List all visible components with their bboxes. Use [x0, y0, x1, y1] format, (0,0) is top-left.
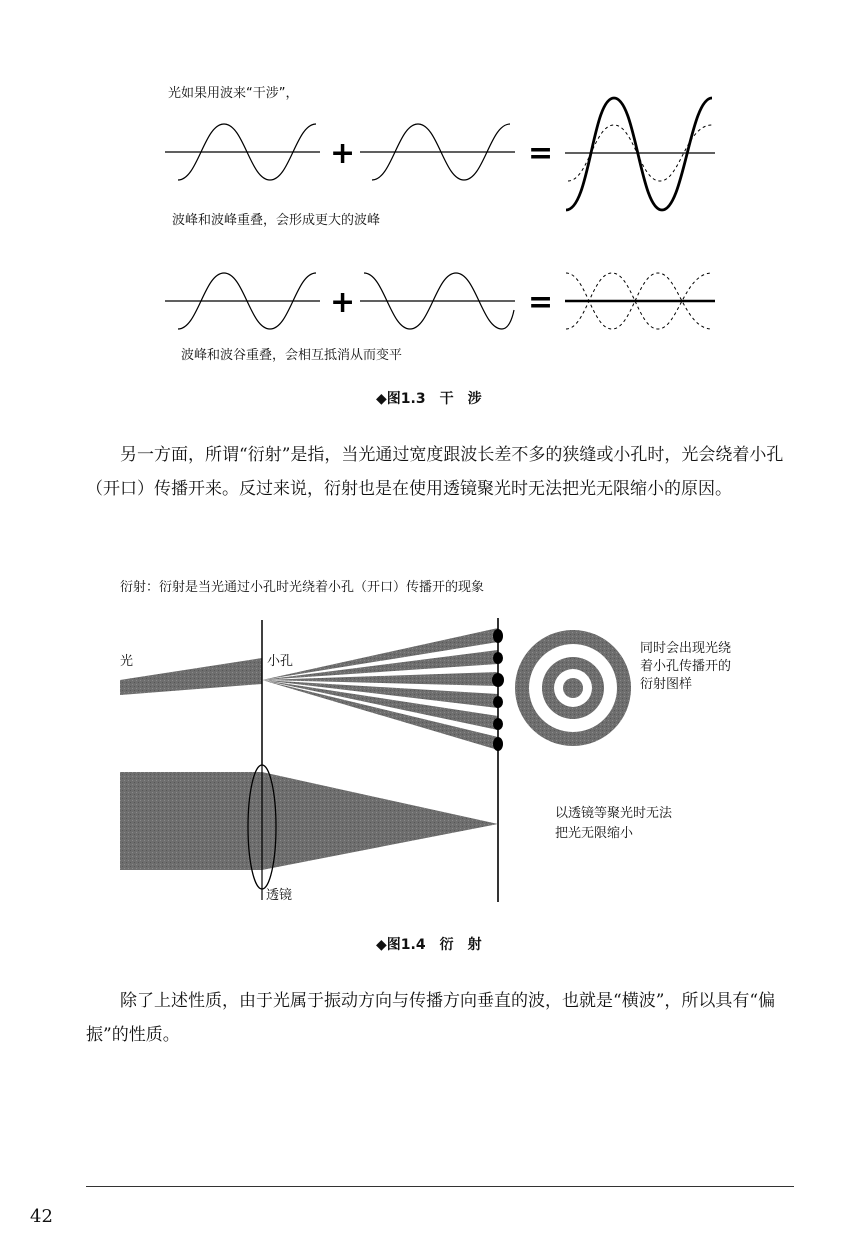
row1-wave-a: [165, 124, 320, 180]
caption-number: 图1.3: [386, 391, 426, 407]
row2-wave-a: [165, 273, 320, 329]
diffraction-ring-pattern: [515, 630, 631, 746]
lens-label: 透镜: [266, 888, 293, 903]
row2-wave-b: [360, 273, 515, 329]
caption-title-b: 射: [467, 937, 482, 953]
lens-limit-note-line: 把光无限缩小: [555, 826, 634, 841]
paragraph-text: 除了上述性质，由于光属于振动方向与传播方向垂直的波，也就是“横波”，所以具有“偏振”的性质。: [86, 991, 776, 1045]
row2-sum-wave: [565, 273, 715, 329]
lens-limit-note: [555, 804, 672, 844]
row2-plus-sign: +: [330, 285, 356, 320]
row1-plus-sign: +: [330, 136, 356, 171]
footer-rule: [86, 1186, 794, 1187]
diamond-icon: ◆: [376, 391, 387, 407]
diffracted-rays: [262, 628, 498, 750]
page-number: 42: [30, 1206, 53, 1227]
pattern-note-line: 着小孔传播开的: [640, 659, 732, 674]
row2-label: 波峰和波谷重叠，会相互抵消从而变平: [181, 348, 403, 363]
interference-diagram: [0, 0, 850, 360]
row1-label: 波峰和波峰重叠，会形成更大的波峰: [172, 213, 381, 228]
diffraction-heading: 衍射：衍射是当光通过小孔时光绕着小孔（开口）传播开的现象: [120, 580, 485, 595]
paragraph-diffraction-intro: [86, 438, 786, 506]
lens-light-cone: [120, 772, 498, 870]
row1-wave-b: [360, 124, 515, 180]
pattern-note-line: 同时会出现光绕: [640, 641, 732, 656]
paragraph-text: 另一方面，所谓“衍射”是指，当光通过宽度跟波长差不多的狭缝或小孔时，光会绕着小孔（开口）传播开来。反过来说，衍射也是在使用透镜聚光时无法把光无限缩小的原因。: [86, 445, 784, 499]
figure-1-3-caption: [376, 388, 482, 408]
interference-intro-label: 光如果用波来“干涉”，: [168, 86, 299, 101]
incoming-light-beam: [120, 658, 262, 695]
paragraph-polarization: [86, 984, 786, 1052]
pattern-note: [640, 640, 731, 694]
resultant-wave-bold: [566, 98, 712, 210]
caption-number: 图1.4: [386, 937, 426, 953]
figure-1-4-caption: [376, 934, 482, 954]
row2-equals-sign: =: [528, 285, 554, 320]
pinhole-label: 小孔: [267, 654, 294, 669]
row1-equals-sign: =: [528, 136, 554, 171]
caption-title-a: 干: [439, 391, 454, 407]
lens-limit-note-line: 以透镜等聚光时无法: [555, 806, 673, 821]
row1-sum-wave: [565, 98, 715, 210]
caption-title-a: 衍: [439, 937, 454, 953]
caption-title-b: 涉: [467, 391, 482, 407]
diamond-icon: ◆: [376, 937, 387, 953]
light-label: 光: [120, 654, 134, 669]
pattern-note-line: 衍射图样: [640, 677, 693, 692]
